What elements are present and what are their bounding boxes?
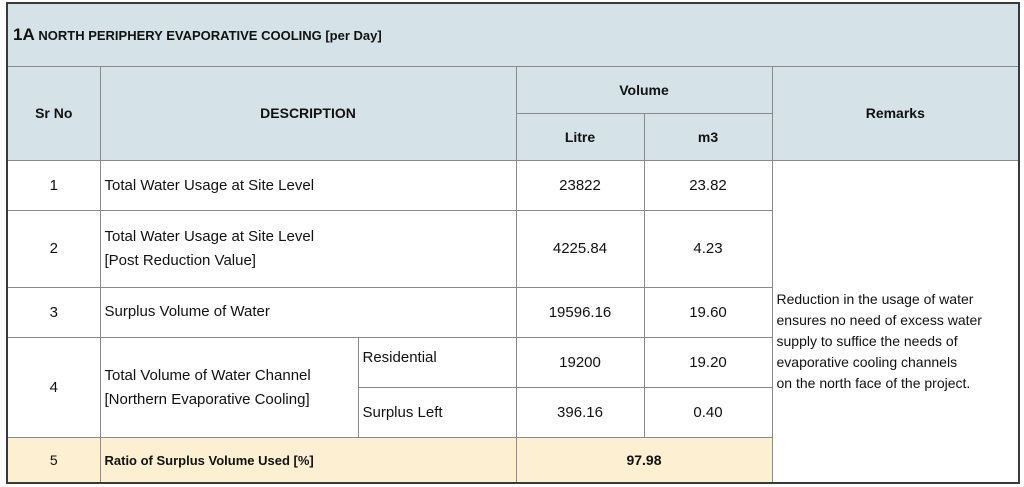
row-litre: 23822 — [516, 161, 644, 211]
row-m3: 0.40 — [644, 388, 772, 438]
row-description: Total Water Usage at Site Level — [100, 161, 516, 211]
row-sr: 4 — [7, 337, 100, 437]
row-m3: 19.60 — [644, 287, 772, 337]
total-label: Ratio of Surplus Volume Used [%] — [100, 438, 516, 483]
remarks-line: Reduction in the usage of water — [776, 291, 974, 308]
row-litre: 19596.16 — [516, 287, 644, 337]
row-litre: 19200 — [516, 337, 644, 387]
total-sr: 5 — [7, 438, 100, 483]
header-volume: Volume — [516, 66, 772, 113]
title-text: NORTH PERIPHERY EVAPORATIVE COOLING [per Day] — [38, 27, 382, 43]
remarks-line: evaporative cooling channels — [776, 354, 958, 371]
sub-row-label: Surplus Left — [358, 388, 516, 438]
water-usage-table — [6, 2, 1020, 484]
row-description: Total Water Usage at Site Level [Post Reduction Value] — [100, 211, 516, 287]
header-remarks: Remarks — [772, 66, 1019, 160]
row-sr: 1 — [7, 161, 100, 211]
row-sr: 2 — [7, 211, 100, 287]
row-litre: 396.16 — [516, 388, 644, 438]
remarks-line: on the north face of the project. — [776, 375, 971, 392]
table-row — [7, 161, 1019, 211]
remarks-line: ensures no need of excess water — [776, 312, 982, 329]
row-description: Total Volume of Water Channel [Northern Evaporative Cooling] — [100, 337, 358, 437]
row-litre: 4225.84 — [516, 211, 644, 287]
header-litre: Litre — [516, 113, 644, 160]
row-m3: 23.82 — [644, 161, 772, 211]
row-description: Surplus Volume of Water — [100, 287, 516, 337]
row-m3: 4.23 — [644, 211, 772, 287]
header-description: DESCRIPTION — [100, 66, 516, 160]
header-sr-no: Sr No — [7, 66, 100, 160]
header-m3: m3 — [644, 113, 772, 160]
row-m3: 19.20 — [644, 337, 772, 387]
table-title — [7, 3, 1019, 66]
remarks-line: supply to suffice the needs of — [776, 333, 958, 350]
row-sr: 3 — [7, 287, 100, 337]
sub-row-label: Residential — [358, 337, 516, 387]
total-value: 97.98 — [516, 438, 772, 483]
remarks-cell — [772, 161, 1019, 483]
title-code: 1A — [13, 24, 35, 44]
